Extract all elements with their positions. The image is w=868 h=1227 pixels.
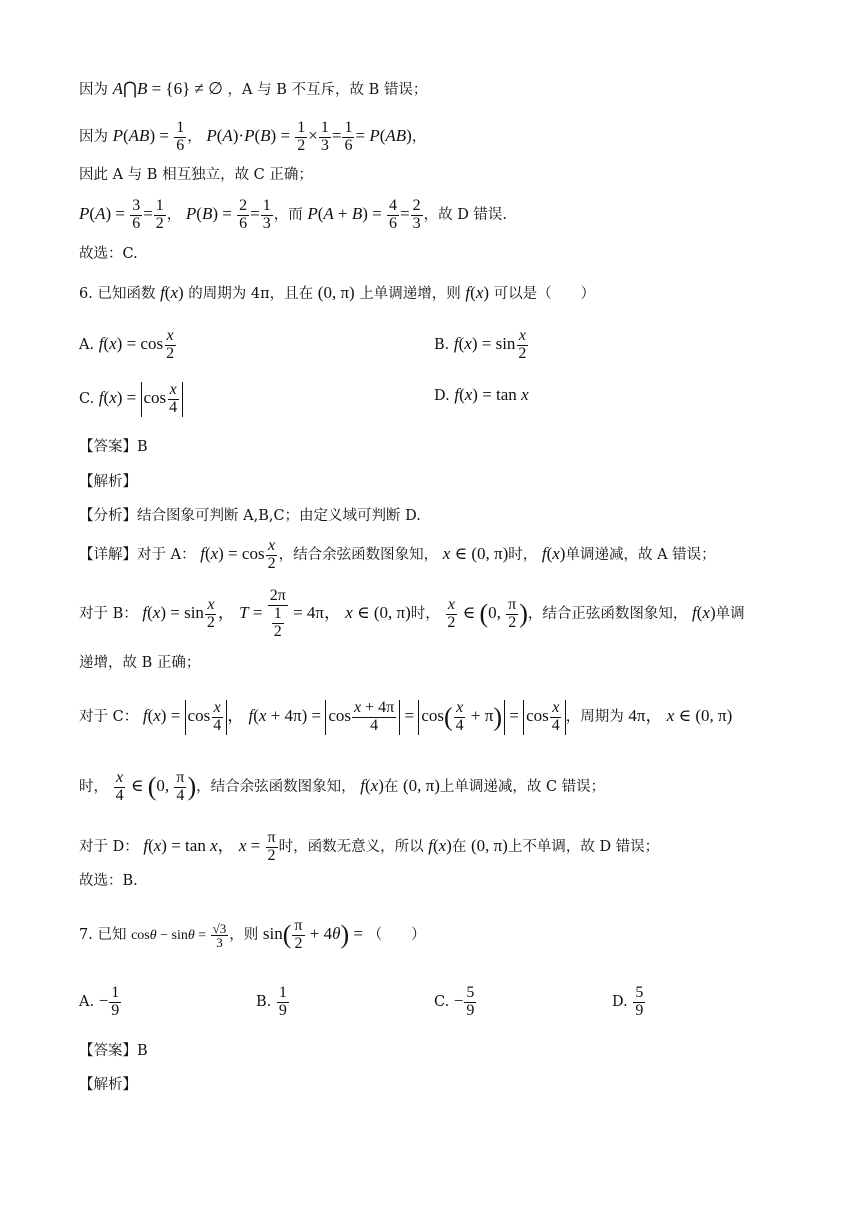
text: ，A 与 B 不互斥，故 B 错误； [227,82,428,98]
text: 时，函数无意义，所以 [278,839,424,856]
text-line: 故选：C. [79,246,138,262]
text-line [79,588,745,640]
text-line [79,198,507,233]
formula: (0, π) [317,283,355,302]
formula: f(x) [692,603,716,623]
formula: f(x) = sin $\frac{x}{2}$ [453,327,527,362]
text: 上不单调，故 D 错误； [507,839,660,856]
text: 【详解】对于 A： [79,547,196,564]
text: 对于 D： [79,839,139,856]
text: 时， [508,547,538,564]
text-line: 故选：B. [79,873,138,889]
text-line: 【分析】结合图象可判断 A,B,C；由定义域可判断 D. [79,508,421,524]
text-line [79,770,605,805]
text: ， [166,207,182,224]
text: ，周期为 [565,709,624,726]
text: ，结合余弦函数图象知， [196,779,356,796]
formula: − $\frac{1}{9}$ [98,984,120,1019]
text: ， [187,129,202,146]
option-c: C. f(x) = cos $\frac{x}{4}$ [79,382,183,417]
formula: f(x) = tan x， x = $\frac{\pi}{2}$ [143,829,276,864]
formula: f(x) = cos $\frac{x}{4}$ ， f(x + 4π) = cos $\frac{x + 4\pi}{4}$ = cos( $\frac{x}{4}$ + π) = cos $\frac{x}{4}$ [143,706,566,725]
text: 6. 已知函数 [79,286,156,302]
formula: cosθ − sinθ = $\frac{√3}{3}$ [131,920,227,951]
formula: P(A)·P(B) = $\frac{1}{2}$ × $\frac{1}{3}$ = $\frac{1}{6}$ = P(AB) [206,119,412,154]
option-d: D. f(x) = tan x [434,385,529,404]
text: 在 [383,779,399,796]
formula: x ∈ (0, π) [442,544,509,564]
formula: sin( $\frac{\pi}{2}$ + 4θ) = [262,917,363,952]
formula: f(x) [360,776,384,796]
formula: f(x) = sin $\frac{x}{2}$ ， T = $\frac{2\pi}{\frac{1}{2}}$ = 4π， x ∈ (0, π) [142,587,411,640]
formula: f(x) = cos $\frac{x}{2}$ [98,327,175,362]
option-a: A. − $\frac{1}{9}$ [79,985,122,1020]
analysis-label: 【解析】 [79,1077,137,1093]
text: ，结合正弦函数图象知， [527,606,688,623]
formula: P(B) = $\frac{2}{6}$ = $\frac{1}{3}$ [185,197,271,232]
formula: (0, π) [402,776,440,796]
option-d: D. $\frac{5}{9}$ [612,985,646,1020]
text-line [79,538,716,573]
text-line [79,120,426,155]
formula: f(x) [160,283,184,302]
formula: P(AB) = $\frac{1}{6}$ [112,119,185,154]
text: ，而 [273,207,303,224]
text: 单调 [715,606,745,623]
formula: f(x) = cos $\frac{x}{4}$ [99,388,183,407]
option-b: B. $\frac{1}{9}$ [256,985,290,1020]
formula: $\frac{x}{4}$ ∈ (0, $\frac{\pi}{4}$ ) [115,769,197,804]
answer-label: 【答案】B [79,1043,148,1059]
formula: − $\frac{5}{9}$ [453,984,475,1019]
formula: A⋂B = {6} ≠ ∅ [112,79,223,98]
question-6 [79,284,595,302]
text: ， [411,129,427,146]
text-line: 递增，故 B 正确； [79,655,201,671]
text: 时， [410,606,440,623]
formula: $\frac{5}{9}$ [635,984,644,1019]
formula: 4π， x ∈ (0, π) [628,706,733,726]
text-line [79,80,427,98]
formula: P(A) = $\frac{3}{6}$ = $\frac{1}{2}$ [79,197,164,232]
formula: f(x) [428,836,452,856]
text: （ ） [367,927,426,944]
text: ，故 D 错误. [423,207,508,224]
text: 对于 B： [79,606,138,623]
text: 单调递减，故 A 错误； [565,547,716,564]
formula: $\frac{x}{2}$ ∈ (0, $\frac{\pi}{2}$ ) [447,595,528,631]
text: ，结合余弦函数图象知， [278,547,439,564]
text: 7. 已知 [79,927,127,944]
option-b: B. f(x) = sin $\frac{x}{2}$ [434,328,529,363]
text: 上单调递增，则 [359,286,461,302]
text: 在 [451,839,467,856]
formula: f(x) [541,544,566,564]
formula: $\frac{1}{9}$ [278,984,287,1019]
text-line: 因此 A 与 B 相互独立，故 C 正确； [79,167,313,183]
text: ，则 [229,927,259,944]
text: 对于 C： [79,709,139,726]
text-line [79,700,732,735]
text: 因为 [79,82,108,98]
text-line [79,830,659,865]
option-a: A. f(x) = cos $\frac{x}{2}$ [79,328,177,363]
formula: f(x) = tan x [454,385,529,404]
text: 时， [79,779,108,796]
formula: f(x) = cos $\frac{x}{2}$ [200,537,276,572]
text: 上单调递减，故 C 错误； [439,779,606,796]
answer-label: 【答案】B [79,439,148,455]
option-c: C. − $\frac{5}{9}$ [434,985,477,1020]
text: 因为 [79,129,108,146]
formula: P(A + B) = $\frac{4}{6}$ = $\frac{2}{3}$ [307,197,421,232]
text: 可以是（ ） [493,286,596,302]
formula: f(x) [465,283,490,302]
analysis-label: 【解析】 [79,474,137,490]
formula: (0, π) [470,836,508,856]
text: 的周期为 4π，且在 [188,286,314,302]
question-7 [79,918,426,953]
